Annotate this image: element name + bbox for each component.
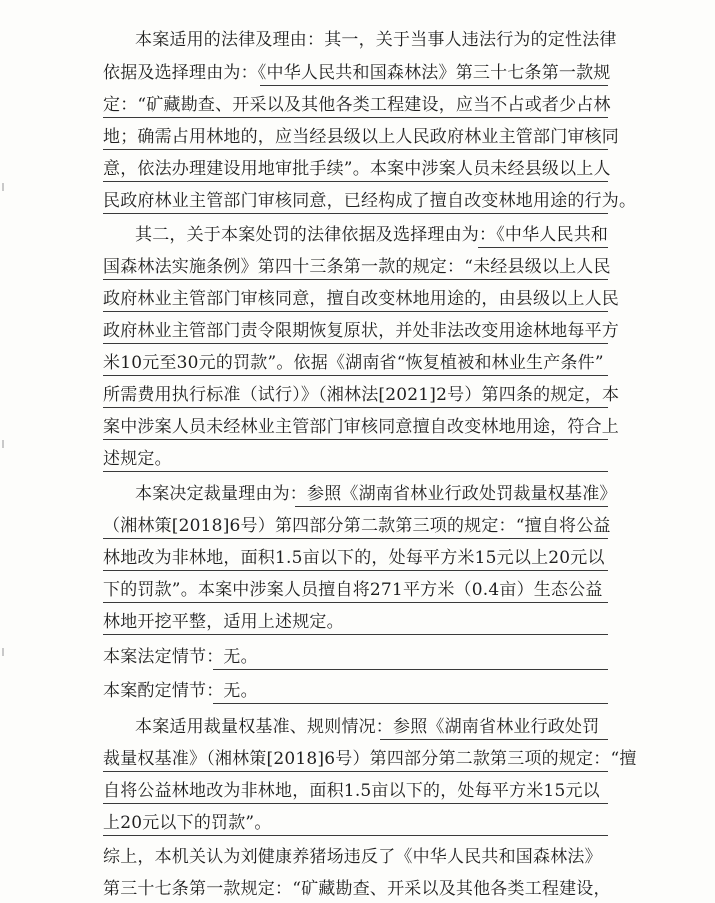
underline — [103, 375, 608, 376]
underline — [260, 85, 608, 86]
underline — [103, 570, 608, 571]
text-line: 案中涉案人员未经林业主管部门审核同意擅自改变林地用途，符合上 — [103, 417, 619, 437]
underline — [103, 149, 608, 150]
text-line: 本案法定情节：无。 — [103, 647, 258, 667]
text-line: 述规定。 — [103, 449, 172, 469]
text-line: 林地开挖平整，适用上述规定。 — [103, 612, 344, 632]
text-line: 本案适用裁量权基准、规则情况：参照《湖南省林业行政处罚 — [135, 717, 600, 737]
text-line: 综上，本机关认为刘健康养猪场违反了《中华人民共和国森林法》 — [103, 847, 602, 867]
underline — [103, 602, 608, 603]
underline — [103, 439, 608, 440]
underline — [103, 471, 608, 472]
underline — [213, 703, 608, 704]
underline — [103, 311, 608, 312]
text-line: 上20元以下的罚款”。 — [103, 813, 272, 833]
text-line: 下的罚款”。本案中涉案人员擅自将271平方米（0.4亩）生态公益 — [103, 580, 603, 600]
text-line: 所需费用执行标准（试行）》（湘林法[2021]2号）第四条的规定，本 — [103, 385, 620, 405]
text-line: 地；确需占用林地的，应当经县级以上人民政府林业主管部门审核同 — [103, 127, 619, 147]
text-line: 自将公益林地改为非林地，面积1.5亩以下的，处每平方米15元以 — [103, 781, 600, 801]
text-line: 本案适用的法律及理由：其一，关于当事人违法行为的定性法律 — [135, 30, 617, 50]
text-line: 本案决定裁量理由为：参照《湖南省林业行政处罚裁量权基准》 — [135, 484, 617, 504]
underline — [103, 407, 608, 408]
underline — [103, 117, 608, 118]
underline — [103, 181, 608, 182]
text-line: 第三十七条第一款规定：“矿藏勘查、开采以及其他各类工程建设， — [103, 879, 611, 899]
underline — [103, 771, 608, 772]
underline — [380, 739, 608, 740]
underline — [103, 213, 608, 214]
underline — [103, 343, 608, 344]
text-line: 政府林业主管部门责令限期恢复原状，并处非法改变用途林地每平方 — [103, 321, 619, 341]
underline — [103, 634, 608, 635]
text-line: 民政府林业主管部门审核同意，已经构成了擅自改变林地用途的行为。 — [103, 191, 637, 211]
text-line: 依据及选择理由为：《中华人民共和国森林法》第三十七条第一款规 — [103, 63, 611, 83]
text-line: 政府林业主管部门审核同意，擅自改变林地用途的，由县级以上人民 — [103, 289, 619, 309]
text-line: 定：“矿藏勘查、开采以及其他各类工程建设，应当不占或者少占林 — [103, 95, 611, 115]
text-line: 裁量权基准》（湘林策[2018]6号）第四部分第二款第三项的规定：“擅 — [103, 749, 637, 769]
text-line: （湘林策[2018]6号）第四部分第二款第三项的规定：“擅自将公益 — [103, 516, 611, 536]
underline — [478, 247, 608, 248]
underline — [103, 538, 608, 539]
underline — [295, 506, 608, 507]
underline — [103, 835, 608, 836]
text-line: 意，依法办理建设用地审批手续”。本案中涉案人员未经县级以上人 — [103, 159, 611, 179]
text-line: 国森林法实施条例》第四十三条第一款的规定：“未经县级以上人民 — [103, 257, 611, 277]
text-line: 林地改为非林地，面积1.5亩以下的，处每平方米15元以上20元以 — [103, 548, 605, 568]
scan-mark — [2, 183, 4, 191]
text-line: 其二，关于本案处罚的法律依据及选择理由为：《中华人民共和 — [135, 225, 609, 245]
text-line: 米10元至30元的罚款”。依据《湖南省“恢复植被和林业生产条件” — [103, 353, 604, 373]
underline — [213, 669, 608, 670]
text-line: 本案酌定情节：无。 — [103, 681, 258, 701]
underline — [103, 803, 608, 804]
scan-mark — [2, 440, 4, 448]
underline — [103, 279, 608, 280]
scan-mark — [2, 648, 4, 656]
